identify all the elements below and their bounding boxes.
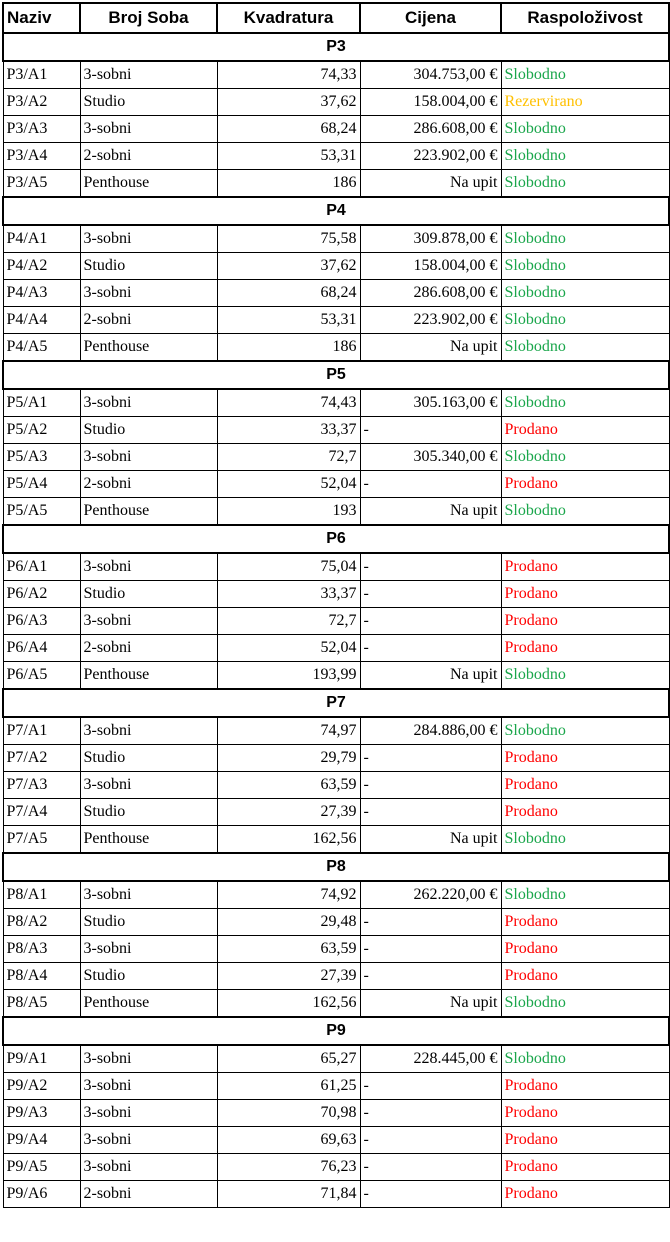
price-cell: -	[360, 909, 501, 936]
status-cell: Slobodno	[501, 116, 669, 143]
area-cell: 70,98	[217, 1100, 360, 1127]
area-cell: 74,43	[217, 389, 360, 417]
price-cell: 286.608,00 €	[360, 280, 501, 307]
room-count-cell: Penthouse	[80, 334, 217, 362]
status-cell: Prodano	[501, 963, 669, 990]
table-body	[3, 33, 669, 1208]
table-row	[3, 1181, 669, 1208]
header-kvadratura: Kvadratura	[217, 3, 360, 33]
price-cell: 158.004,00 €	[360, 253, 501, 280]
price-cell: 304.753,00 €	[360, 61, 501, 89]
status-cell: Prodano	[501, 745, 669, 772]
room-count-cell: 3-sobni	[80, 61, 217, 89]
table-row	[3, 799, 669, 826]
unit-name-cell: P3/A4	[3, 143, 80, 170]
table-row	[3, 662, 669, 690]
room-count-cell: 3-sobni	[80, 772, 217, 799]
header-raspolozivost: Raspoloživost	[501, 3, 669, 33]
area-cell: 72,7	[217, 444, 360, 471]
price-cell: 309.878,00 €	[360, 225, 501, 253]
area-cell: 69,63	[217, 1127, 360, 1154]
table-row	[3, 471, 669, 498]
table-row	[3, 826, 669, 854]
price-cell: 286.608,00 €	[360, 116, 501, 143]
price-cell: 262.220,00 €	[360, 881, 501, 909]
table-row	[3, 89, 669, 116]
unit-name-cell: P3/A5	[3, 170, 80, 198]
status-cell: Prodano	[501, 909, 669, 936]
price-cell: 228.445,00 €	[360, 1045, 501, 1073]
unit-name-cell: P9/A2	[3, 1073, 80, 1100]
room-count-cell: 2-sobni	[80, 307, 217, 334]
price-cell: -	[360, 799, 501, 826]
room-count-cell: 3-sobni	[80, 444, 217, 471]
area-cell: 71,84	[217, 1181, 360, 1208]
area-cell: 186	[217, 334, 360, 362]
unit-name-cell: P6/A4	[3, 635, 80, 662]
area-cell: 27,39	[217, 963, 360, 990]
status-cell: Slobodno	[501, 826, 669, 854]
unit-name-cell: P3/A3	[3, 116, 80, 143]
status-cell: Slobodno	[501, 1045, 669, 1073]
table-row	[3, 745, 669, 772]
room-count-cell: 3-sobni	[80, 608, 217, 635]
area-cell: 33,37	[217, 581, 360, 608]
status-cell: Prodano	[501, 1100, 669, 1127]
building-heading: P8	[3, 853, 669, 881]
area-cell: 61,25	[217, 1073, 360, 1100]
price-cell: Na upit	[360, 334, 501, 362]
table-row	[3, 1045, 669, 1073]
table-row	[3, 881, 669, 909]
price-cell: Na upit	[360, 662, 501, 690]
room-count-cell: 3-sobni	[80, 116, 217, 143]
area-cell: 75,04	[217, 553, 360, 581]
room-count-cell: 3-sobni	[80, 881, 217, 909]
unit-name-cell: P6/A3	[3, 608, 80, 635]
area-cell: 162,56	[217, 990, 360, 1018]
price-cell: Na upit	[360, 990, 501, 1018]
header-broj-soba: Broj Soba	[80, 3, 217, 33]
status-cell: Prodano	[501, 936, 669, 963]
table-row	[3, 963, 669, 990]
area-cell: 65,27	[217, 1045, 360, 1073]
table-row	[3, 280, 669, 307]
unit-name-cell: P9/A3	[3, 1100, 80, 1127]
price-cell: -	[360, 772, 501, 799]
area-cell: 72,7	[217, 608, 360, 635]
price-cell: 284.886,00 €	[360, 717, 501, 745]
area-cell: 37,62	[217, 89, 360, 116]
room-count-cell: Studio	[80, 253, 217, 280]
status-cell: Slobodno	[501, 225, 669, 253]
table-row	[3, 143, 669, 170]
area-cell: 52,04	[217, 471, 360, 498]
table-row	[3, 772, 669, 799]
price-cell: 158.004,00 €	[360, 89, 501, 116]
unit-name-cell: P8/A3	[3, 936, 80, 963]
unit-name-cell: P7/A3	[3, 772, 80, 799]
area-cell: 27,39	[217, 799, 360, 826]
status-cell: Slobodno	[501, 662, 669, 690]
status-cell: Rezervirano	[501, 89, 669, 116]
section-row	[3, 197, 669, 225]
area-cell: 52,04	[217, 635, 360, 662]
area-cell: 68,24	[217, 280, 360, 307]
price-cell: -	[360, 581, 501, 608]
room-count-cell: Studio	[80, 799, 217, 826]
table-header	[3, 3, 669, 33]
status-cell: Prodano	[501, 1154, 669, 1181]
room-count-cell: Studio	[80, 417, 217, 444]
area-cell: 74,97	[217, 717, 360, 745]
status-cell: Slobodno	[501, 498, 669, 526]
price-cell: Na upit	[360, 498, 501, 526]
section-row	[3, 689, 669, 717]
status-cell: Prodano	[501, 581, 669, 608]
status-cell: Slobodno	[501, 280, 669, 307]
price-cell: -	[360, 635, 501, 662]
availability-table	[2, 2, 670, 1208]
building-heading: P6	[3, 525, 669, 553]
unit-name-cell: P6/A5	[3, 662, 80, 690]
status-cell: Slobodno	[501, 990, 669, 1018]
area-cell: 74,92	[217, 881, 360, 909]
table-row	[3, 444, 669, 471]
room-count-cell: Penthouse	[80, 826, 217, 854]
section-row	[3, 525, 669, 553]
table-row	[3, 1127, 669, 1154]
table-row	[3, 553, 669, 581]
room-count-cell: 3-sobni	[80, 1100, 217, 1127]
table-row	[3, 990, 669, 1018]
status-cell: Prodano	[501, 635, 669, 662]
status-cell: Prodano	[501, 608, 669, 635]
unit-name-cell: P6/A1	[3, 553, 80, 581]
status-cell: Slobodno	[501, 881, 669, 909]
table-row	[3, 635, 669, 662]
status-cell: Prodano	[501, 471, 669, 498]
table-row	[3, 170, 669, 198]
unit-name-cell: P8/A1	[3, 881, 80, 909]
price-cell: -	[360, 963, 501, 990]
table-row	[3, 498, 669, 526]
room-count-cell: 3-sobni	[80, 717, 217, 745]
section-row	[3, 361, 669, 389]
status-cell: Slobodno	[501, 717, 669, 745]
area-cell: 193,99	[217, 662, 360, 690]
status-cell: Slobodno	[501, 444, 669, 471]
price-cell: -	[360, 936, 501, 963]
status-cell: Prodano	[501, 417, 669, 444]
room-count-cell: 3-sobni	[80, 1045, 217, 1073]
area-cell: 63,59	[217, 936, 360, 963]
unit-name-cell: P5/A2	[3, 417, 80, 444]
building-heading: P5	[3, 361, 669, 389]
room-count-cell: 3-sobni	[80, 1073, 217, 1100]
room-count-cell: 3-sobni	[80, 280, 217, 307]
unit-name-cell: P5/A1	[3, 389, 80, 417]
price-cell: -	[360, 1154, 501, 1181]
price-cell: -	[360, 471, 501, 498]
area-cell: 74,33	[217, 61, 360, 89]
room-count-cell: Penthouse	[80, 662, 217, 690]
price-cell: 305.340,00 €	[360, 444, 501, 471]
unit-name-cell: P8/A5	[3, 990, 80, 1018]
status-cell: Prodano	[501, 1181, 669, 1208]
unit-name-cell: P9/A6	[3, 1181, 80, 1208]
table-row	[3, 717, 669, 745]
price-cell: Na upit	[360, 826, 501, 854]
unit-name-cell: P3/A2	[3, 89, 80, 116]
section-row	[3, 853, 669, 881]
status-cell: Slobodno	[501, 334, 669, 362]
status-cell: Slobodno	[501, 61, 669, 89]
price-cell: 305.163,00 €	[360, 389, 501, 417]
area-cell: 63,59	[217, 772, 360, 799]
room-count-cell: Studio	[80, 581, 217, 608]
unit-name-cell: P4/A4	[3, 307, 80, 334]
building-heading: P7	[3, 689, 669, 717]
unit-name-cell: P9/A1	[3, 1045, 80, 1073]
unit-name-cell: P5/A5	[3, 498, 80, 526]
room-count-cell: 3-sobni	[80, 553, 217, 581]
area-cell: 37,62	[217, 253, 360, 280]
room-count-cell: Penthouse	[80, 990, 217, 1018]
table-row	[3, 608, 669, 635]
header-row	[3, 3, 669, 33]
area-cell: 29,79	[217, 745, 360, 772]
status-cell: Slobodno	[501, 253, 669, 280]
room-count-cell: Studio	[80, 909, 217, 936]
price-cell: -	[360, 1181, 501, 1208]
area-cell: 68,24	[217, 116, 360, 143]
room-count-cell: Penthouse	[80, 498, 217, 526]
price-cell: -	[360, 608, 501, 635]
unit-name-cell: P7/A5	[3, 826, 80, 854]
unit-name-cell: P4/A2	[3, 253, 80, 280]
price-cell: Na upit	[360, 170, 501, 198]
unit-name-cell: P7/A4	[3, 799, 80, 826]
table-row	[3, 909, 669, 936]
area-cell: 193	[217, 498, 360, 526]
unit-name-cell: P4/A3	[3, 280, 80, 307]
area-cell: 76,23	[217, 1154, 360, 1181]
table-row	[3, 1154, 669, 1181]
status-cell: Prodano	[501, 772, 669, 799]
status-cell: Slobodno	[501, 143, 669, 170]
room-count-cell: 2-sobni	[80, 143, 217, 170]
area-cell: 186	[217, 170, 360, 198]
table-row	[3, 389, 669, 417]
price-cell: -	[360, 417, 501, 444]
unit-name-cell: P7/A2	[3, 745, 80, 772]
unit-name-cell: P7/A1	[3, 717, 80, 745]
status-cell: Slobodno	[501, 389, 669, 417]
area-cell: 53,31	[217, 143, 360, 170]
unit-name-cell: P9/A4	[3, 1127, 80, 1154]
building-heading: P9	[3, 1017, 669, 1045]
status-cell: Prodano	[501, 1127, 669, 1154]
price-cell: -	[360, 1073, 501, 1100]
unit-name-cell: P4/A1	[3, 225, 80, 253]
unit-name-cell: P6/A2	[3, 581, 80, 608]
status-cell: Slobodno	[501, 170, 669, 198]
table-row	[3, 116, 669, 143]
price-cell: -	[360, 1100, 501, 1127]
unit-name-cell: P8/A2	[3, 909, 80, 936]
room-count-cell: Penthouse	[80, 170, 217, 198]
section-row	[3, 33, 669, 61]
status-cell: Prodano	[501, 553, 669, 581]
building-heading: P4	[3, 197, 669, 225]
table-row	[3, 334, 669, 362]
area-cell: 162,56	[217, 826, 360, 854]
unit-name-cell: P4/A5	[3, 334, 80, 362]
price-cell: -	[360, 745, 501, 772]
area-cell: 75,58	[217, 225, 360, 253]
unit-name-cell: P3/A1	[3, 61, 80, 89]
status-cell: Slobodno	[501, 307, 669, 334]
header-naziv: Naziv	[3, 3, 80, 33]
table-row	[3, 307, 669, 334]
table-row	[3, 581, 669, 608]
room-count-cell: 3-sobni	[80, 389, 217, 417]
price-cell: -	[360, 553, 501, 581]
room-count-cell: Studio	[80, 745, 217, 772]
status-cell: Prodano	[501, 1073, 669, 1100]
room-count-cell: Studio	[80, 963, 217, 990]
table-row	[3, 253, 669, 280]
unit-name-cell: P5/A4	[3, 471, 80, 498]
building-heading: P3	[3, 33, 669, 61]
price-cell: 223.902,00 €	[360, 307, 501, 334]
table-row	[3, 61, 669, 89]
room-count-cell: 3-sobni	[80, 936, 217, 963]
table-row	[3, 1100, 669, 1127]
table-row	[3, 1073, 669, 1100]
area-cell: 53,31	[217, 307, 360, 334]
room-count-cell: 3-sobni	[80, 225, 217, 253]
area-cell: 33,37	[217, 417, 360, 444]
table-row	[3, 225, 669, 253]
unit-name-cell: P9/A5	[3, 1154, 80, 1181]
status-cell: Prodano	[501, 799, 669, 826]
price-cell: -	[360, 1127, 501, 1154]
room-count-cell: 2-sobni	[80, 635, 217, 662]
room-count-cell: 3-sobni	[80, 1127, 217, 1154]
header-cijena: Cijena	[360, 3, 501, 33]
area-cell: 29,48	[217, 909, 360, 936]
price-cell: 223.902,00 €	[360, 143, 501, 170]
table-row	[3, 417, 669, 444]
room-count-cell: 2-sobni	[80, 471, 217, 498]
unit-name-cell: P8/A4	[3, 963, 80, 990]
section-row	[3, 1017, 669, 1045]
room-count-cell: 3-sobni	[80, 1154, 217, 1181]
room-count-cell: 2-sobni	[80, 1181, 217, 1208]
unit-name-cell: P5/A3	[3, 444, 80, 471]
table-row	[3, 936, 669, 963]
room-count-cell: Studio	[80, 89, 217, 116]
